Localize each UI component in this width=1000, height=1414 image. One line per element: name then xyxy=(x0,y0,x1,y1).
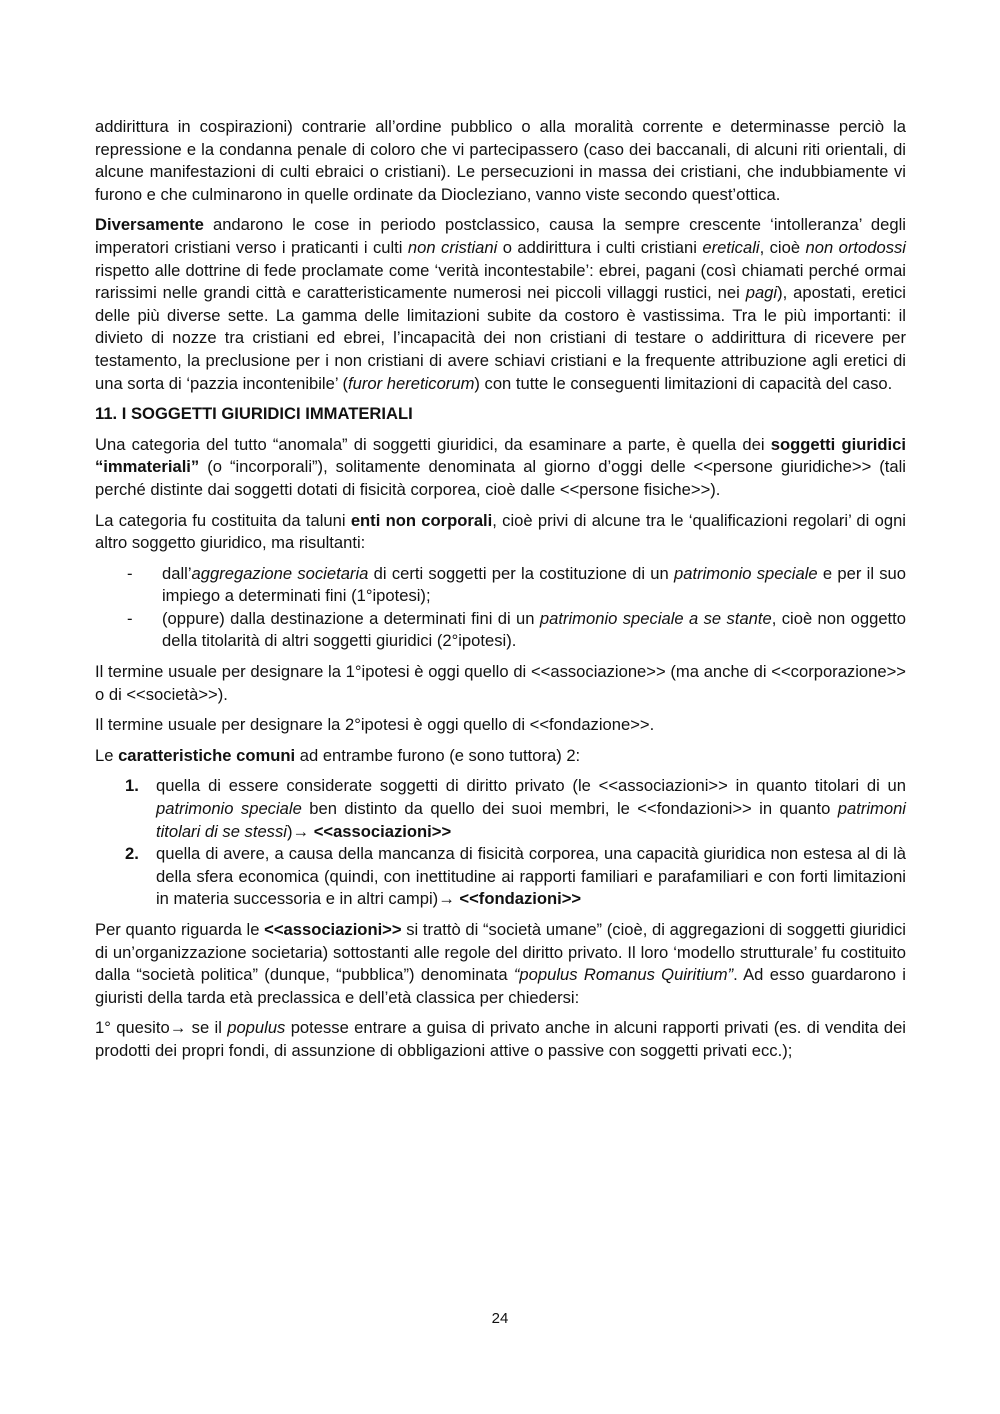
text-run: ), apostati, eretici delle più diverse sette. La gamma delle limitazioni subite da costoro è vastissima. Tra le più importanti: il divieto di nozze tra cristiani ed ebrei, l’incapacità dei non cristiani di testare o addirittura di ricevere per testamento, la preclusione per i non cristiani di avere schiavi cristiani e la frequente attribuzione agli eretici di una sorta di ‘pazzia incontenibile’ ( xyxy=(95,283,906,393)
italic-text: pagi xyxy=(745,283,778,303)
text-run: Le xyxy=(95,745,119,765)
text-run: quella di essere considerate soggetti di diritto privato (le <<associazioni>> in quanto titolari di un xyxy=(156,776,906,796)
bold-text: <<associazioni>> xyxy=(313,821,452,841)
paragraph xyxy=(95,510,906,555)
section-heading: 11. I SOGGETTI GIURIDICI IMMATERIALI xyxy=(95,404,413,424)
text-run: addirittura in cospirazioni) contrarie all’ordine pubblico o alla moralità corrente e determinasse perciò la repressione e la condanna penale di coloro che vi partecipassero (caso dei baccanali, di alcuni riti orientali, di alcune manifestazioni di culti ebraici o cristiani). Le persecuzioni in massa dei cristiani, che indubbiamente vi furono e che culminarono in quelle ordinate da Diocleziano, vanno viste secondo quest’ottica. xyxy=(95,117,906,204)
list-marker: - xyxy=(127,608,133,628)
paragraph xyxy=(95,434,906,502)
italic-text: populus xyxy=(227,1018,286,1038)
text-run: Per quanto riguarda le xyxy=(95,920,265,939)
italic-text: patrimonio speciale xyxy=(674,563,818,583)
italic-text: patrimonio speciale a se stante xyxy=(539,608,772,628)
paragraph xyxy=(95,661,906,706)
list-item xyxy=(95,608,906,653)
italic-text: patrimonio speciale xyxy=(156,799,302,819)
text-run: andarono le cose in periodo postclassico, causa la sempre crescente ‘intolleranza’ degli imperatori cristiani verso i praticanti i culti xyxy=(95,215,906,257)
paragraph xyxy=(95,214,906,395)
page-number: 24 xyxy=(491,1310,509,1327)
text-run: . Ad esso guardarono i giuristi della tarda età preclassica e dell’età classica per chiedersi: xyxy=(95,965,906,1007)
paragraph xyxy=(95,116,906,206)
text-run: rispetto alle dottrine di fede proclamate come ‘verità incontestabile’: ebrei, pagani (così chiamati perché ormai rarissimi nelle grandi città e caratteristicamente numerosi nei piccoli villaggi rustici, nei xyxy=(95,260,906,303)
text-run: , cioè non oggetto della titolarità di altri soggetti giuridici (2°ipotesi). xyxy=(162,608,906,651)
paragraph xyxy=(95,1017,906,1062)
text-run: 1° quesito→ se il xyxy=(95,1018,228,1038)
italic-text: non cristiani xyxy=(407,237,498,257)
text-run: Il termine usuale per designare la 1°ipotesi è oggi quello di <<associazione>> (ma anche di <<corporazione>> o di <<società>>). xyxy=(95,662,906,704)
text-run: (oppure) dalla destinazione a determinati fini di un xyxy=(162,608,540,628)
document-body xyxy=(95,116,906,1071)
list-item xyxy=(95,843,906,911)
bold-text: enti non corporali xyxy=(350,510,493,530)
text-run: dall’ xyxy=(162,563,192,583)
bold-text: <<fondazioni>> xyxy=(459,889,582,909)
text-run: ) con tutte le conseguenti limitazioni di capacità del caso. xyxy=(474,373,893,393)
list-marker: - xyxy=(127,563,133,583)
text-run: potesse entrare a guisa di privato anche in alcuni rapporti privati (es. di vendita dei prodotti dei propri fondi, di assunzione di obbligazioni attive o passive con soggetti privati ecc.); xyxy=(95,1018,906,1060)
italic-text: aggregazione societaria xyxy=(191,563,369,583)
numbered-list xyxy=(95,775,906,911)
text-run: o addirittura i culti cristiani xyxy=(497,237,703,257)
bold-text: Diversamente xyxy=(95,215,204,235)
paragraph xyxy=(95,745,906,768)
italic-text: ereticali xyxy=(702,237,760,257)
italic-text: patrimoni titolari di se stessi xyxy=(156,799,906,841)
text-run: di certi soggetti per la costituzione di un xyxy=(368,563,675,583)
list-marker: 2. xyxy=(125,844,139,864)
text-run: (o “incorporali”), solitamente denominata al giorno d’oggi delle <<persone giuridiche>> (tali perché distinte dai soggetti dotati di fisicità corporea, cioè dalle <<persone fisiche>>). xyxy=(95,457,906,499)
text-run: ben distinto da quello dei suoi membri, le <<fondazioni>> in quanto xyxy=(301,799,838,819)
list-item xyxy=(95,563,906,608)
bold-text: soggetti giuridici “immateriali” xyxy=(95,434,906,477)
text-run: )→ xyxy=(286,821,314,841)
list-marker: 1. xyxy=(125,776,139,796)
list-item xyxy=(95,775,906,843)
italic-text: furor hereticorum xyxy=(348,373,475,393)
paragraph xyxy=(95,919,906,1009)
bold-text: caratteristiche comuni xyxy=(118,745,296,765)
text-run: Una categoria del tutto “anomala” di soggetti giuridici, da esaminare a parte, è quella dei xyxy=(95,434,771,454)
italic-text: “populus Romanus Quiritium” xyxy=(513,965,734,985)
text-run: , cioè privi di alcune tra le ‘qualificazioni regolari’ di ogni altro soggetto giuridico, ma risultanti: xyxy=(95,510,906,553)
text-run: Il termine usuale per designare la 2°ipotesi è oggi quello di <<fondazione>>. xyxy=(95,715,655,735)
italic-text: non ortodossi xyxy=(805,237,906,257)
bold-text: <<associazioni>> xyxy=(264,920,402,939)
text-run: e per il suo impiego a determinati fini (1°ipotesi); xyxy=(162,563,907,606)
text-run: ad entrambe furono (e sono tuttora) 2: xyxy=(295,745,581,765)
paragraph xyxy=(95,714,906,737)
text-run: si trattò di “società umane” (cioè, di aggregazioni di soggetti giuridici di un’organizzazione societaria) sottostanti alle regole del diritto privato. Il loro ‘modello strutturale’ fu costituito dalla “società politica” (dunque, “pubblica”) denominata xyxy=(95,920,906,985)
text-run: La categoria fu costituita da taluni xyxy=(95,510,351,530)
text-run: , cioè xyxy=(759,237,806,257)
text-run: quella di avere, a causa della mancanza di fisicità corporea, una capacità giuridica non estesa al di là della sfera economica (quindi, con inettitudine ai rapporti familiari e parafamiliari e con forti limitazioni in materia successoria e in altri campi)→ xyxy=(156,844,906,909)
dash-list xyxy=(95,563,906,653)
